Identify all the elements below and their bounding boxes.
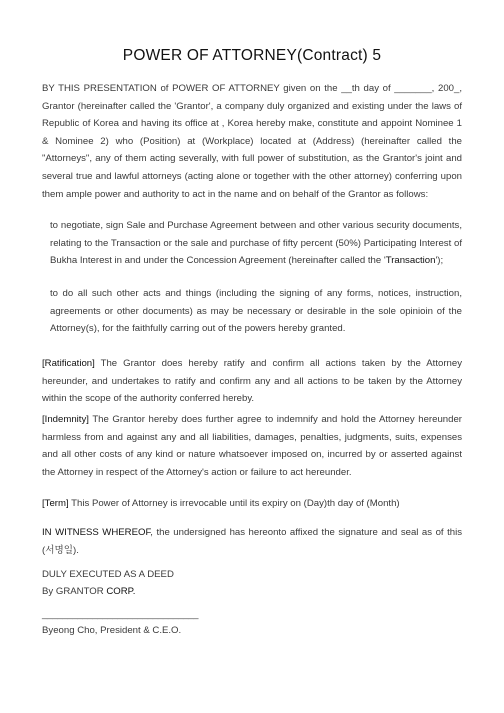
ratification-paragraph <box>42 355 462 408</box>
indemnity-paragraph <box>42 411 462 481</box>
indemnity-label: [Indemnity] <box>42 414 89 425</box>
term-paragraph <box>42 495 462 513</box>
by-grantor-corp: CORP. <box>106 586 136 597</box>
intro-paragraph: BY THIS PRESENTATION of POWER OF ATTORNEY given on the __th day of _______, 200_, Grantor (hereinafter called the 'Grantor', a company duly organized and existing under the laws of Republic of Korea and having its office at , Korea hereby make, constitute and appoint Nominee 1 & Nominee 2) who (Position) at (Workplace) located at (Address) (hereinafter called the "Attorneys", any of them acting severally, with full power of substitution, as the Grantor's joint and several true and lawful attorneys (acting alone or together with the other attorney) conferring upon them ample power and authority to act in the name and on behalf of the Grantor as follows: <box>42 83 462 200</box>
witness-paragraph <box>42 524 462 559</box>
clause-other-acts: to do all such other acts and things (including the signing of any forms, notices, instruction, agreements or other documents) as may be necessary or desirable in the sole opinioin of the Attorney(s), for the faithfully carring out of the powers hereby granted. <box>50 288 462 335</box>
signatory-name: Byeong Cho, President & C.E.O. <box>42 625 182 636</box>
document-title: POWER OF ATTORNEY(Contract) 5 <box>122 47 382 64</box>
by-grantor-prefix: By GRANTOR <box>42 586 107 597</box>
by-grantor-line <box>42 583 462 600</box>
witness-label: IN WITNESS WHEREOF <box>42 527 151 538</box>
execution-block <box>42 566 462 600</box>
ratification-text: The Grantor does hereby ratify and confirm all actions taken by the Attorney hereunder, and undertakes to ratify and confirm any and all actions to be taken by the Attorney within the scope of the authority conferred hereby. <box>42 358 462 405</box>
clause-negotiate-text: to negotiate, sign Sale and Purchase Agreement between and other various security documents, relating to the Transaction or the sale and purchase of fifty percent (50%) Participating Interest of Bukha Interest in and under the Concession Agreement (hereinafter called the ' <box>50 220 462 267</box>
transaction-term: Transaction <box>385 255 436 267</box>
term-text: This Power of Attorney is irrevocable until its expiry on (Day)th day of (Month) <box>68 498 400 509</box>
ratification-label: [Ratification] <box>42 358 95 369</box>
duly-executed-line: DULY EXECUTED AS A DEED <box>42 569 174 580</box>
clause-negotiate-suffix: '); <box>435 255 444 267</box>
witness-text: , the undersigned has hereonto affixed the signature and seal as of this (서명일). <box>42 527 463 556</box>
clause-negotiate <box>50 217 462 270</box>
term-label: [Term] <box>42 498 69 509</box>
indemnity-text: The Grantor hereby does further agree to indemnify and hold the Attorney hereunder harmless from and against any and all liabilities, damages, penalties, judgments, suits, expenses and all other costs of any kind or nature whatsoever imposed on, incurred by or asserted against the Attorney in respect of the Attorney's action or failure to act hereunder. <box>42 414 462 478</box>
signature-line: _______________________________ <box>42 609 199 620</box>
